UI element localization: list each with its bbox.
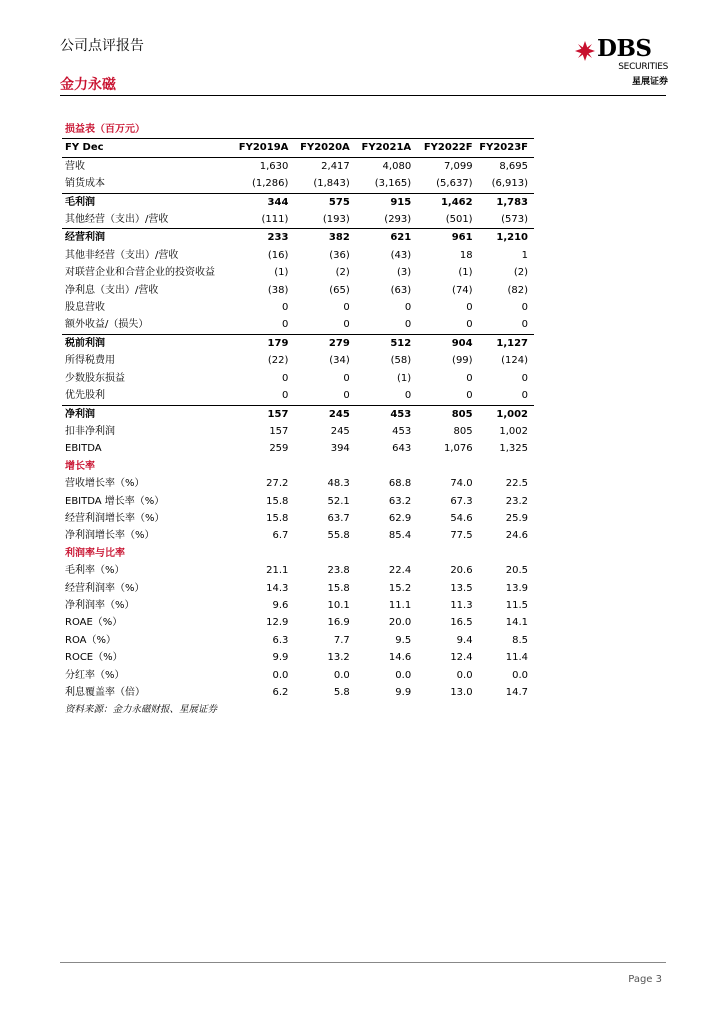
- cell-value: (6,913): [491, 178, 528, 190]
- cell-value: (1): [274, 267, 289, 279]
- table-row: [62, 282, 534, 299]
- table-row: [62, 264, 534, 281]
- cell-value: (74): [452, 284, 473, 296]
- cell-value: (124): [501, 355, 528, 367]
- table-row: [62, 440, 534, 457]
- cell-value: 4,080: [382, 160, 412, 172]
- report-type: 公司点评报告: [60, 38, 144, 54]
- cell-value: 20.0: [388, 617, 412, 629]
- cell-value: 0: [404, 319, 412, 331]
- table-row: [62, 475, 534, 492]
- cell-value: 20.5: [505, 565, 528, 577]
- row-label: 税前利润: [62, 334, 227, 352]
- row-label: 净利润增长率（%）: [65, 530, 155, 542]
- cell-value: 12.4: [450, 652, 473, 664]
- table-row: [62, 493, 534, 510]
- dbs-star-icon: [574, 40, 596, 62]
- cell-value: 11.5: [505, 599, 528, 611]
- cell-value: 0: [282, 319, 289, 331]
- cell-value: (111): [261, 214, 289, 226]
- row-label: 毛利润: [62, 193, 227, 211]
- cell-value: 15.8: [266, 512, 289, 524]
- cell-value: 805: [453, 425, 473, 437]
- cell-value: 62.9: [388, 512, 412, 524]
- cell-value: 16.9: [327, 617, 350, 629]
- row-label: 净利润率（%）: [65, 599, 135, 611]
- cell-value: (2): [513, 267, 528, 279]
- cell-value: 15.8: [327, 582, 350, 594]
- table-row: [62, 510, 534, 527]
- cell-value: 85.4: [388, 530, 412, 542]
- row-label: 股息营收: [65, 302, 105, 314]
- cell-value: 453: [392, 425, 412, 437]
- cell-value: 22.4: [388, 565, 412, 577]
- cell-value: 245: [330, 425, 350, 437]
- cell-value: (99): [452, 355, 473, 367]
- table-row: [62, 527, 534, 544]
- cell-value: 27.2: [266, 478, 289, 490]
- cell-value: 13.9: [505, 582, 528, 594]
- table-title-row: [62, 121, 534, 139]
- row-label: 净利息（支出）/营收: [65, 284, 159, 296]
- cell-value: 512: [350, 334, 411, 352]
- income-statement-table: [62, 121, 534, 701]
- cell-value: 1,630: [259, 160, 289, 172]
- cell-value: 0: [404, 302, 412, 314]
- table-row: [62, 649, 534, 666]
- row-label: 经营利润率（%）: [65, 582, 145, 594]
- cell-value: 54.6: [450, 512, 473, 524]
- cell-value: (501): [445, 214, 473, 226]
- cell-value: 915: [350, 193, 411, 211]
- cell-value: (63): [390, 284, 412, 296]
- cell-value: 9.6: [272, 599, 289, 611]
- footer-rule: [60, 962, 666, 963]
- cell-value: (38): [267, 284, 289, 296]
- row-label: 对联营企业和合营企业的投资收益: [65, 267, 215, 279]
- cell-value: (1,286): [251, 178, 289, 190]
- cell-value: 0.0: [512, 669, 528, 681]
- cell-value: 25.9: [505, 512, 528, 524]
- table-row: [62, 334, 534, 352]
- cell-value: 6.2: [272, 687, 289, 698]
- table-row: [62, 157, 534, 175]
- table-row: [62, 405, 534, 423]
- column-header: FY2019A: [227, 139, 288, 157]
- row-label: 其他经营（支出）/营收: [65, 214, 169, 226]
- row-label: ROAE（%）: [65, 617, 123, 629]
- cell-value: 8.5: [512, 634, 528, 646]
- cell-value: 0.0: [456, 669, 473, 681]
- row-label: 经营利润增长率（%）: [65, 512, 165, 524]
- cell-value: (82): [507, 284, 528, 296]
- cell-value: 259: [269, 443, 289, 455]
- cell-value: 13.2: [327, 652, 350, 664]
- cell-value: 6.3: [272, 634, 289, 646]
- cell-value: (3,165): [374, 178, 412, 190]
- cell-value: 22.5: [505, 478, 528, 490]
- cell-value: 5.8: [333, 687, 350, 698]
- row-label: 分红率（%）: [65, 669, 125, 681]
- row-label: EBITDA 增长率（%）: [65, 495, 165, 507]
- row-label: 优先股利: [65, 390, 105, 402]
- cell-value: 16.5: [450, 617, 473, 629]
- cell-value: 0.0: [272, 669, 289, 681]
- cell-value: 13.0: [450, 687, 473, 698]
- cell-value: 11.1: [388, 599, 412, 611]
- column-header: FY Dec: [62, 139, 227, 157]
- cell-value: (1): [458, 267, 473, 279]
- cell-value: 0: [282, 372, 289, 384]
- table-row: [62, 247, 534, 264]
- cell-value: 74.0: [450, 478, 473, 490]
- row-label: 少数股东损益: [65, 372, 125, 384]
- table-title: 损益表（百万元）: [62, 121, 534, 139]
- table-row: [62, 562, 534, 579]
- cell-value: 10.1: [327, 599, 350, 611]
- page-number: Page 3: [628, 974, 662, 985]
- table-row: [62, 684, 534, 701]
- cell-value: 55.8: [327, 530, 350, 542]
- cell-value: 20.6: [450, 565, 473, 577]
- cell-value: 1: [521, 249, 528, 261]
- cell-value: (58): [390, 355, 412, 367]
- cell-value: 23.2: [505, 495, 528, 507]
- cell-value: 1,325: [499, 443, 528, 455]
- cell-value: 24.6: [505, 530, 528, 542]
- cell-value: 1,076: [443, 443, 473, 455]
- cell-value: 0: [404, 390, 412, 402]
- row-label: 销货成本: [65, 178, 105, 190]
- cell-value: 233: [227, 229, 288, 247]
- cell-value: 14.3: [266, 582, 289, 594]
- cell-value: 394: [330, 443, 350, 455]
- cell-value: 14.6: [388, 652, 412, 664]
- cell-value: 0: [466, 372, 473, 384]
- cell-value: 0: [466, 319, 473, 331]
- cell-value: 157: [227, 405, 288, 423]
- cell-value: (43): [390, 249, 412, 261]
- table-row: [62, 667, 534, 684]
- cell-value: 18: [459, 249, 473, 261]
- cell-value: 0: [466, 302, 473, 314]
- cell-value: 1,127: [473, 334, 534, 352]
- section-title: 增长率: [65, 460, 95, 472]
- cell-value: (36): [329, 249, 350, 261]
- cell-value: 9.5: [395, 634, 412, 646]
- cell-value: 0: [343, 302, 350, 314]
- cell-value: 805: [411, 405, 472, 423]
- table-row: [62, 632, 534, 649]
- table-row: [62, 211, 534, 229]
- cell-value: 1,002: [473, 405, 534, 423]
- column-header: FY2021A: [350, 139, 411, 157]
- cell-value: 0: [282, 390, 289, 402]
- cell-value: (34): [329, 355, 350, 367]
- row-label: ROCE（%）: [65, 652, 123, 664]
- table-row: [62, 614, 534, 631]
- cell-value: (293): [384, 214, 412, 226]
- cell-value: 344: [227, 193, 288, 211]
- cell-value: 0.0: [395, 669, 412, 681]
- table-row: [62, 299, 534, 316]
- cell-value: 0: [343, 319, 350, 331]
- cell-value: 14.7: [505, 687, 528, 698]
- cell-value: 9.9: [272, 652, 289, 664]
- cell-value: (2): [335, 267, 350, 279]
- row-label: 营收增长率（%）: [65, 478, 145, 490]
- row-label: 毛利率（%）: [65, 565, 125, 577]
- cell-value: 0: [466, 390, 473, 402]
- cell-value: 63.7: [327, 512, 350, 524]
- logo-sub-cn: 星展证券: [631, 77, 668, 87]
- section-header-row: [62, 458, 534, 475]
- cell-value: 6.7: [272, 530, 289, 542]
- table-row: [62, 597, 534, 614]
- cell-value: 11.4: [505, 652, 528, 664]
- table-row: [62, 580, 534, 597]
- cell-value: 643: [392, 443, 412, 455]
- cell-value: (3): [397, 267, 412, 279]
- section-title: 利润率与比率: [65, 547, 125, 559]
- cell-value: (1): [397, 372, 412, 384]
- cell-value: 15.2: [388, 582, 412, 594]
- row-label: 利息覆盖率（倍）: [65, 687, 145, 698]
- column-header: FY2020A: [288, 139, 349, 157]
- cell-value: 575: [288, 193, 349, 211]
- table-row: [62, 316, 534, 334]
- row-label: 经营利润: [62, 229, 227, 247]
- cell-value: 621: [350, 229, 411, 247]
- cell-value: 0.0: [333, 669, 350, 681]
- cell-value: 0: [343, 390, 350, 402]
- cell-value: 7,099: [443, 160, 473, 172]
- logo-brand: DBS: [597, 35, 652, 62]
- cell-value: 63.2: [388, 495, 412, 507]
- cell-value: (16): [267, 249, 289, 261]
- table-row: [62, 352, 534, 369]
- cell-value: 15.8: [266, 495, 289, 507]
- header-rule: [60, 95, 666, 96]
- row-label: 净利润: [62, 405, 227, 423]
- cell-value: 13.5: [450, 582, 473, 594]
- row-label: 扣非净利润: [65, 425, 115, 437]
- cell-value: 11.3: [450, 599, 473, 611]
- cell-value: 9.9: [395, 687, 412, 698]
- cell-value: 67.3: [450, 495, 473, 507]
- cell-value: 279: [288, 334, 349, 352]
- cell-value: 9.4: [456, 634, 473, 646]
- cell-value: (1,843): [313, 178, 350, 190]
- dbs-logo: [574, 35, 668, 88]
- cell-value: 23.8: [327, 565, 350, 577]
- cell-value: 179: [227, 334, 288, 352]
- column-header: FY2022F: [411, 139, 472, 157]
- row-label: ROA（%）: [65, 634, 116, 646]
- cell-value: 0: [282, 302, 289, 314]
- cell-value: 0: [521, 302, 528, 314]
- cell-value: 1,210: [473, 229, 534, 247]
- section-header-row: [62, 545, 534, 562]
- cell-value: 2,417: [321, 160, 350, 172]
- cell-value: 12.9: [266, 617, 289, 629]
- cell-value: (5,637): [436, 178, 473, 190]
- cell-value: (22): [267, 355, 289, 367]
- table-row: [62, 193, 534, 211]
- cell-value: 157: [269, 425, 289, 437]
- row-label: 营收: [65, 160, 85, 172]
- cell-value: (193): [322, 214, 350, 226]
- cell-value: 0: [521, 372, 528, 384]
- row-label: 其他非经营（支出）/营收: [65, 249, 179, 261]
- cell-value: 1,783: [473, 193, 534, 211]
- table-row: [62, 370, 534, 387]
- cell-value: (65): [329, 284, 350, 296]
- logo-sub-en: SECURITIES: [618, 62, 668, 72]
- cell-value: 245: [288, 405, 349, 423]
- source-note: 资料来源：金力永磁财报、星展证券: [65, 704, 218, 715]
- cell-value: 21.1: [266, 565, 289, 577]
- company-name: 金力永磁: [60, 77, 116, 93]
- row-label: EBITDA: [65, 443, 102, 455]
- cell-value: 14.1: [505, 617, 528, 629]
- cell-value: 48.3: [327, 478, 350, 490]
- cell-value: 52.1: [327, 495, 350, 507]
- table-row: [62, 423, 534, 440]
- cell-value: 453: [350, 405, 411, 423]
- cell-value: 904: [411, 334, 472, 352]
- row-label: 所得税费用: [65, 355, 115, 367]
- table-row: [62, 229, 534, 247]
- table-row: [62, 387, 534, 405]
- cell-value: 7.7: [333, 634, 350, 646]
- cell-value: 961: [411, 229, 472, 247]
- cell-value: 8,695: [499, 160, 528, 172]
- column-header: FY2023F: [473, 139, 534, 157]
- cell-value: 68.8: [388, 478, 412, 490]
- row-label: 额外收益/（损失）: [65, 319, 149, 331]
- cell-value: 0: [521, 319, 528, 331]
- cell-value: 1,002: [499, 425, 528, 437]
- cell-value: 382: [288, 229, 349, 247]
- cell-value: 0: [343, 372, 350, 384]
- cell-value: 77.5: [450, 530, 473, 542]
- table-row: [62, 175, 534, 193]
- cell-value: 1,462: [411, 193, 472, 211]
- table-header-row: [62, 139, 534, 157]
- cell-value: (573): [501, 214, 528, 226]
- cell-value: 0: [521, 390, 528, 402]
